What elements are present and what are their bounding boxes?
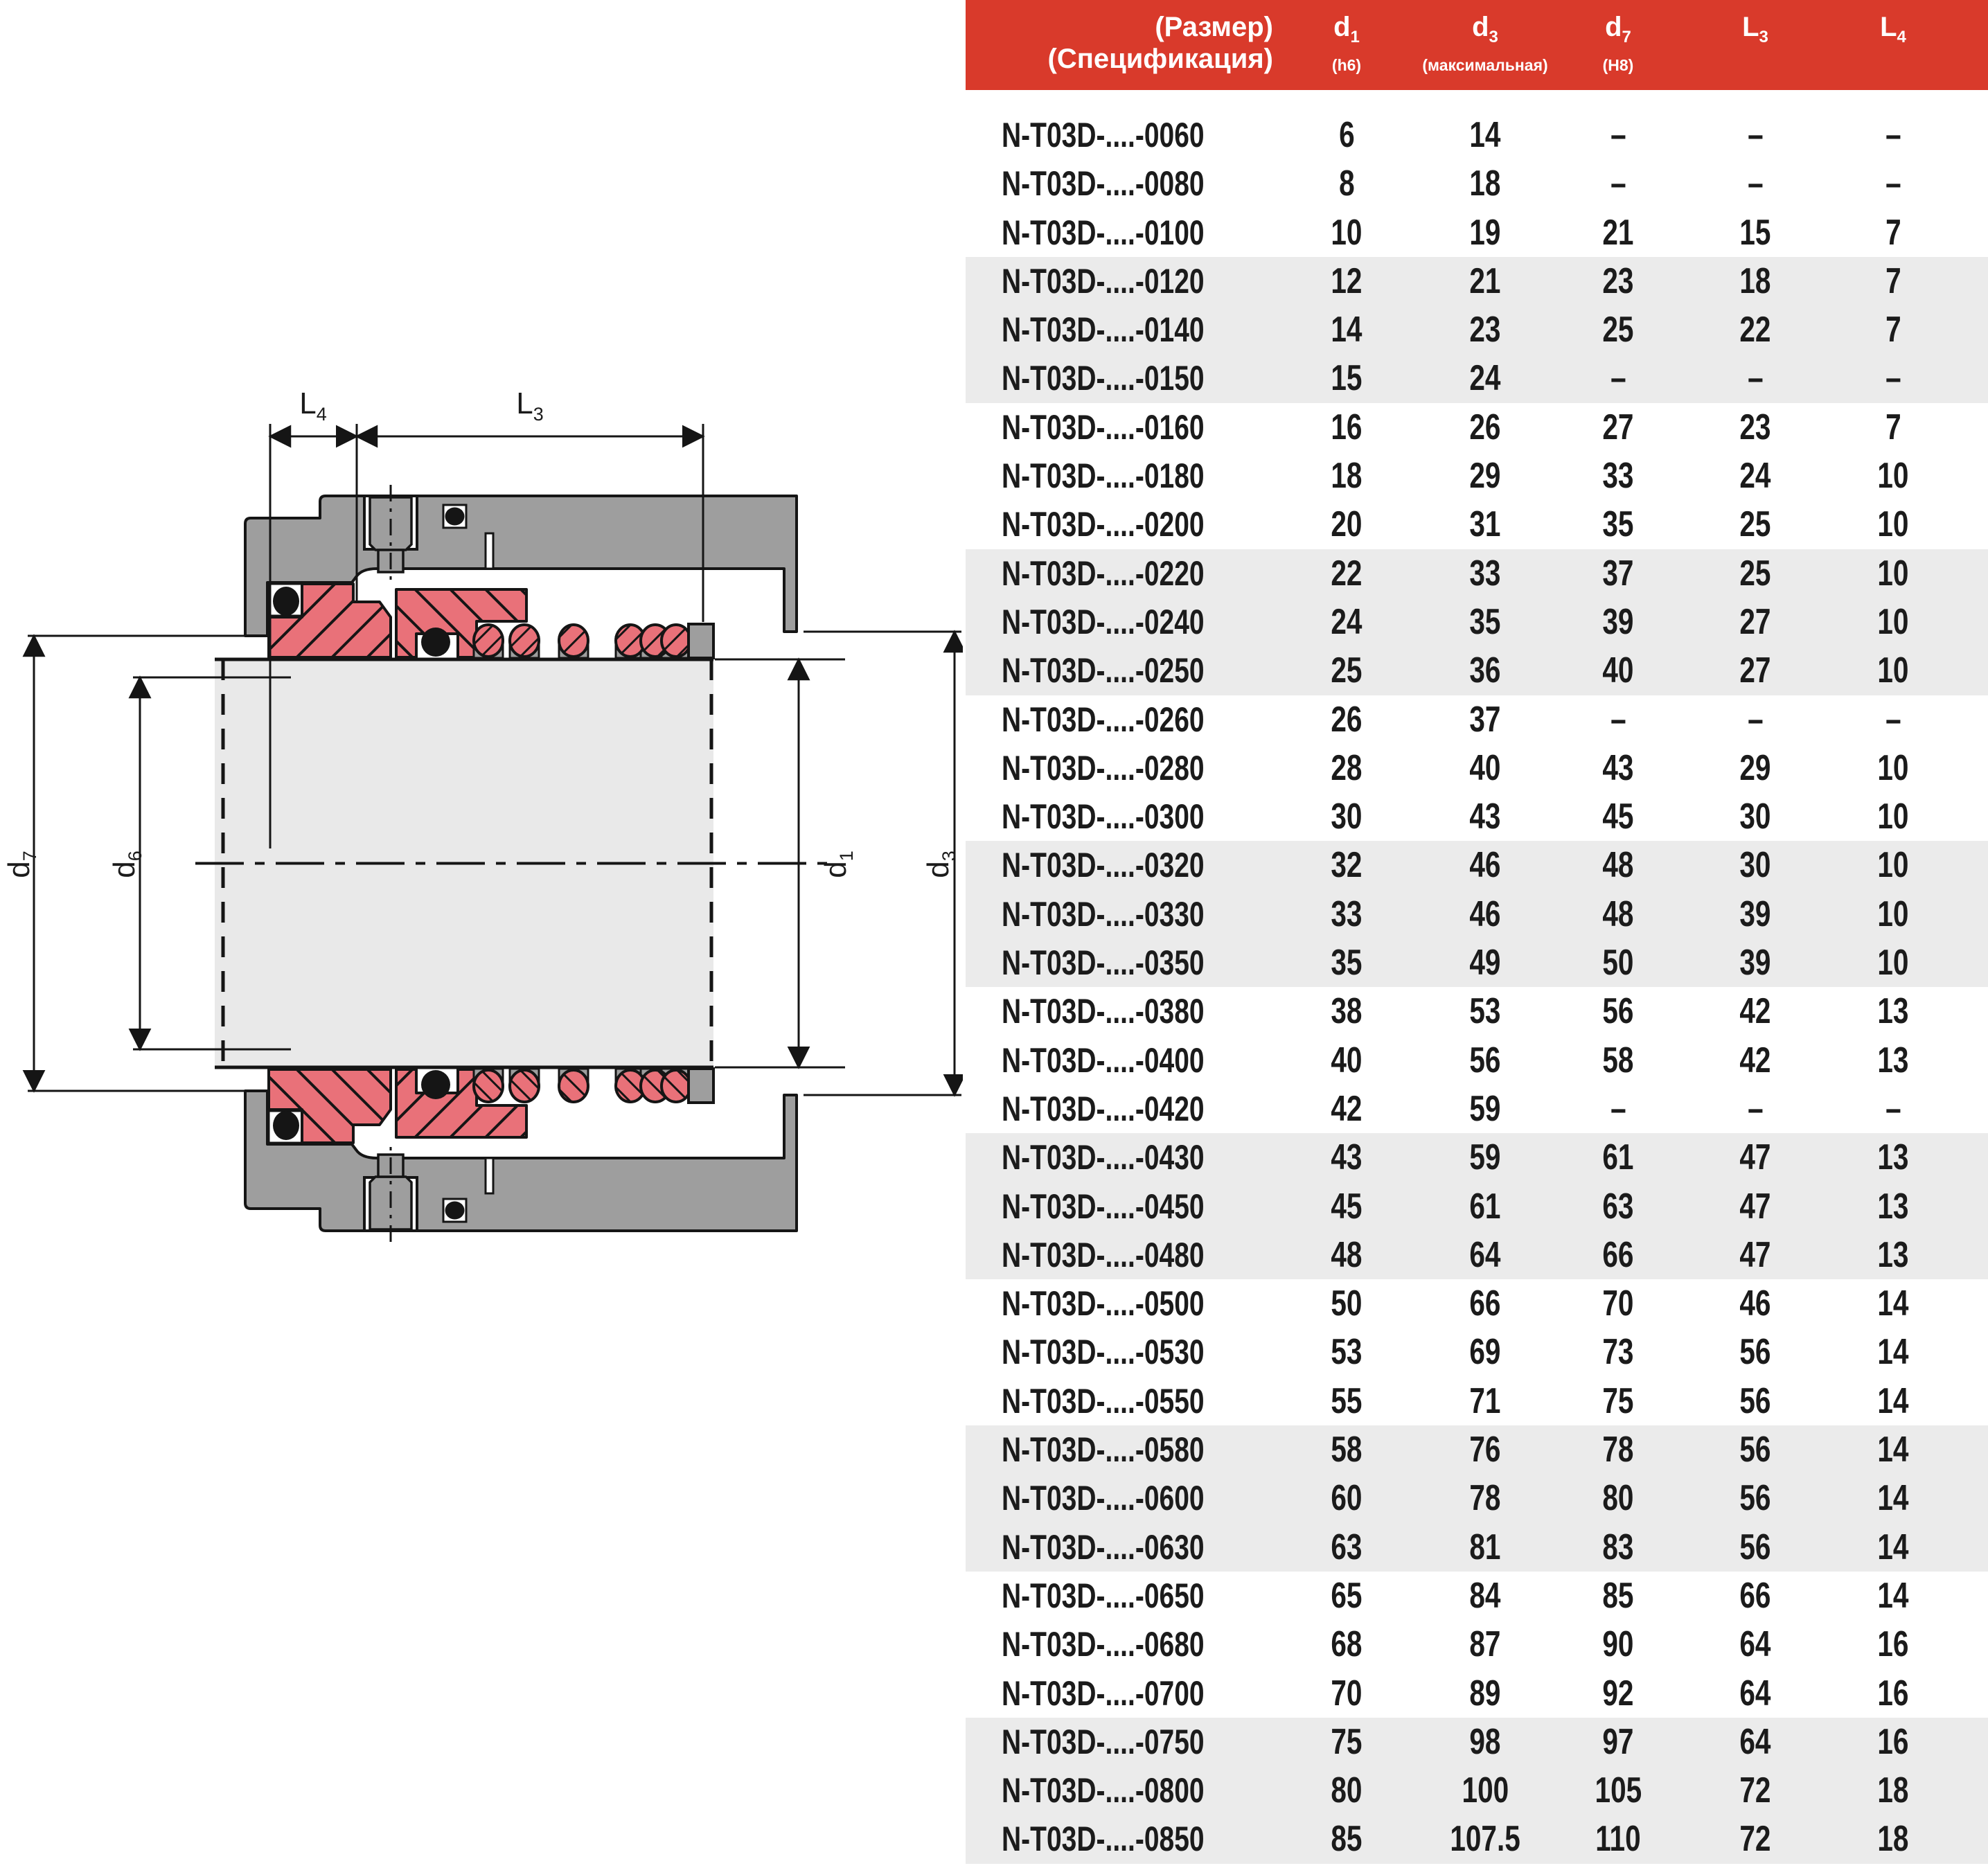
table-row xyxy=(966,305,1988,354)
cell-d7: 48 xyxy=(1602,893,1634,934)
cell-d3: 46 xyxy=(1469,845,1501,886)
cell-l4: 10 xyxy=(1877,601,1909,642)
cell-size: N-T03D-....-0140 xyxy=(1002,310,1205,350)
table-row xyxy=(966,452,1988,500)
cell-d1: 68 xyxy=(1331,1624,1363,1665)
cell-d1: 24 xyxy=(1331,601,1363,642)
table-row xyxy=(966,549,1988,598)
cell-l4: 13 xyxy=(1877,1186,1909,1227)
cell-l3: 56 xyxy=(1739,1332,1771,1373)
cell-l4: – xyxy=(1885,163,1901,204)
cell-size: N-T03D-....-0300 xyxy=(1002,797,1205,837)
table-row xyxy=(966,987,1988,1035)
cell-l4: 13 xyxy=(1877,991,1909,1032)
seal-head xyxy=(396,589,526,657)
cell-l3: – xyxy=(1747,163,1764,204)
cell-l3: 42 xyxy=(1739,1040,1771,1080)
cell-d1: 15 xyxy=(1331,358,1363,399)
cell-d1: 38 xyxy=(1331,991,1363,1032)
cell-d7: 21 xyxy=(1602,212,1634,253)
seal-cross-section-drawing xyxy=(0,346,963,1261)
table-row xyxy=(966,500,1988,549)
cell-size: N-T03D-....-0400 xyxy=(1002,1040,1205,1080)
cell-size: N-T03D-....-0120 xyxy=(1002,261,1205,301)
square-o-ring xyxy=(443,505,466,528)
table-row xyxy=(966,1377,1988,1425)
table-row xyxy=(966,257,1988,305)
cell-d7: 43 xyxy=(1602,747,1634,788)
cell-l3: – xyxy=(1747,115,1764,155)
table-row xyxy=(966,744,1988,792)
cell-d1: 42 xyxy=(1331,1088,1363,1129)
cell-d3: 81 xyxy=(1469,1527,1501,1567)
cell-size: N-T03D-....-0480 xyxy=(1002,1235,1205,1274)
cell-d1: 25 xyxy=(1331,650,1363,691)
cell-l3: 27 xyxy=(1739,601,1771,642)
cell-d3: 35 xyxy=(1469,601,1501,642)
cell-l4: 14 xyxy=(1877,1283,1909,1324)
cell-l3: – xyxy=(1747,358,1764,399)
cell-size: N-T03D-....-0680 xyxy=(1002,1625,1205,1664)
cell-d3: 76 xyxy=(1469,1430,1501,1470)
cell-size: N-T03D-....-0650 xyxy=(1002,1576,1205,1615)
cell-size: N-T03D-....-0150 xyxy=(1002,359,1205,398)
cell-l4: 10 xyxy=(1877,456,1909,497)
cell-d7: 25 xyxy=(1602,310,1634,350)
cell-d3: 78 xyxy=(1469,1478,1501,1519)
cell-d3: 69 xyxy=(1469,1332,1501,1373)
cell-size: N-T03D-....-0240 xyxy=(1002,602,1205,641)
dim-label-d7: $d_7$ xyxy=(2,851,40,878)
cell-d3: 43 xyxy=(1469,797,1501,837)
cell-d1: 28 xyxy=(1331,747,1363,788)
cell-l4: 14 xyxy=(1877,1430,1909,1470)
cell-d1: 26 xyxy=(1331,699,1363,740)
cell-d7: 85 xyxy=(1602,1575,1634,1616)
cell-l4: 7 xyxy=(1885,260,1901,301)
cell-size: N-T03D-....-0850 xyxy=(1002,1820,1205,1859)
header-d1: $d_1$ (h6) xyxy=(1331,12,1362,74)
table-header xyxy=(966,0,1988,90)
cell-l3: 56 xyxy=(1739,1430,1771,1470)
cell-l4: 10 xyxy=(1877,747,1909,788)
cell-size: N-T03D-....-0330 xyxy=(1002,894,1205,934)
cell-d1: 65 xyxy=(1331,1575,1363,1616)
cell-l3: 18 xyxy=(1739,260,1771,301)
cell-d1: 8 xyxy=(1338,163,1355,204)
cell-l4: 10 xyxy=(1877,845,1909,886)
cell-d1: 40 xyxy=(1331,1040,1363,1080)
table-row xyxy=(966,1669,1988,1718)
cell-d7: 45 xyxy=(1602,797,1634,837)
cell-l4: 7 xyxy=(1885,212,1901,253)
cell-l3: – xyxy=(1747,1088,1764,1129)
cell-d3: 100 xyxy=(1462,1770,1509,1811)
cell-l4: – xyxy=(1885,1088,1901,1129)
cell-d3: 24 xyxy=(1469,358,1501,399)
cell-d1: 6 xyxy=(1338,115,1355,155)
springs xyxy=(474,624,713,658)
cell-l3: 56 xyxy=(1739,1380,1771,1421)
cell-size: N-T03D-....-0100 xyxy=(1002,213,1205,252)
cell-l3: – xyxy=(1747,699,1764,740)
cell-d7: – xyxy=(1610,358,1626,399)
table-row xyxy=(966,841,1988,889)
cell-d3: 33 xyxy=(1469,553,1501,594)
cell-d1: 50 xyxy=(1331,1283,1363,1324)
cell-d7: 92 xyxy=(1602,1673,1634,1714)
table-row xyxy=(966,1036,1988,1085)
cell-d1: 32 xyxy=(1331,845,1363,886)
cell-size: N-T03D-....-0200 xyxy=(1002,505,1205,544)
cell-d7: 97 xyxy=(1602,1721,1634,1762)
table-body xyxy=(966,111,1988,1864)
cell-l4: 14 xyxy=(1877,1575,1909,1616)
seat-ring xyxy=(269,584,391,657)
table-row xyxy=(966,1133,1988,1182)
table-row xyxy=(966,1474,1988,1522)
cell-d3: 37 xyxy=(1469,699,1501,740)
cell-size: N-T03D-....-0220 xyxy=(1002,553,1205,593)
table-row xyxy=(966,1523,1988,1572)
cell-d7: – xyxy=(1610,163,1626,204)
cell-d3: 40 xyxy=(1469,747,1501,788)
header-size: (Размер) (Спецификация) xyxy=(1047,12,1273,74)
cell-l4: 7 xyxy=(1885,407,1901,447)
cell-l3: 15 xyxy=(1739,212,1771,253)
cell-d1: 60 xyxy=(1331,1478,1363,1519)
cell-size: N-T03D-....-0350 xyxy=(1002,943,1205,983)
cell-d7: 105 xyxy=(1595,1770,1642,1811)
cell-size: N-T03D-....-0600 xyxy=(1002,1479,1205,1518)
cell-d7: 48 xyxy=(1602,845,1634,886)
header-d7: $d_7$ (H8) xyxy=(1602,12,1634,74)
cell-l3: 25 xyxy=(1739,504,1771,545)
cell-size: N-T03D-....-0630 xyxy=(1002,1527,1205,1567)
cell-d1: 22 xyxy=(1331,553,1363,594)
cell-l4: 14 xyxy=(1877,1478,1909,1519)
cell-size: N-T03D-....-0160 xyxy=(1002,407,1205,447)
cell-d1: 55 xyxy=(1331,1380,1363,1421)
cell-size: N-T03D-....-0430 xyxy=(1002,1138,1205,1177)
table-row xyxy=(966,1328,1988,1376)
cell-d1: 53 xyxy=(1331,1332,1363,1373)
dim-label-l3: $L_3$ xyxy=(516,386,544,425)
spec-table xyxy=(966,0,1988,1864)
table-row xyxy=(966,1815,1988,1863)
cell-d7: 110 xyxy=(1595,1819,1641,1860)
cell-d1: 85 xyxy=(1331,1819,1363,1860)
table-row xyxy=(966,354,1988,402)
table-row xyxy=(966,111,1988,159)
cell-d3: 31 xyxy=(1469,504,1501,545)
cell-d7: 37 xyxy=(1602,553,1634,594)
cell-l4: 10 xyxy=(1877,797,1909,837)
cell-d3: 66 xyxy=(1469,1283,1501,1324)
cell-d3: 56 xyxy=(1469,1040,1501,1080)
cell-l4: 13 xyxy=(1877,1234,1909,1275)
cell-d7: 50 xyxy=(1602,943,1634,984)
cell-d7: 75 xyxy=(1602,1380,1634,1421)
cell-d3: 19 xyxy=(1469,212,1501,253)
cell-l3: 23 xyxy=(1739,407,1771,447)
cell-d7: 70 xyxy=(1602,1283,1634,1324)
cell-l4: – xyxy=(1885,358,1901,399)
cell-l3: 47 xyxy=(1739,1186,1771,1227)
cell-size: N-T03D-....-0280 xyxy=(1002,748,1205,788)
table-row xyxy=(966,939,1988,987)
cell-l3: 64 xyxy=(1739,1624,1771,1665)
cell-l3: 30 xyxy=(1739,845,1771,886)
cell-d3: 84 xyxy=(1469,1575,1501,1616)
table-row xyxy=(966,646,1988,695)
dim-label-d1: $d_1$ xyxy=(819,851,857,878)
cell-l3: 22 xyxy=(1739,310,1771,350)
cell-size: N-T03D-....-0380 xyxy=(1002,992,1205,1031)
cell-d3: 26 xyxy=(1469,407,1501,447)
cell-d1: 30 xyxy=(1331,797,1363,837)
cell-d7: 23 xyxy=(1602,260,1634,301)
cell-d1: 33 xyxy=(1331,893,1363,934)
cell-size: N-T03D-....-0450 xyxy=(1002,1186,1205,1226)
cell-l4: 14 xyxy=(1877,1380,1909,1421)
cell-l4: 16 xyxy=(1877,1673,1909,1714)
table-row xyxy=(966,1572,1988,1620)
header-d3: $d_3$ (максимальная) xyxy=(1422,12,1548,74)
cell-d3: 89 xyxy=(1469,1673,1501,1714)
cell-d3: 87 xyxy=(1469,1624,1501,1665)
table-row xyxy=(966,1620,1988,1669)
cell-l3: 56 xyxy=(1739,1478,1771,1519)
cell-size: N-T03D-....-0080 xyxy=(1002,164,1205,204)
cell-d1: 43 xyxy=(1331,1137,1363,1178)
cell-l3: 24 xyxy=(1739,456,1771,497)
dim-label-l4: $L_4$ xyxy=(299,386,327,425)
cell-l4: 18 xyxy=(1877,1819,1909,1860)
cell-d3: 18 xyxy=(1469,163,1501,204)
cell-l4: 13 xyxy=(1877,1137,1909,1178)
cell-l3: 39 xyxy=(1739,893,1771,934)
cell-d3: 98 xyxy=(1469,1721,1501,1762)
cell-d3: 21 xyxy=(1469,260,1501,301)
cell-l3: 72 xyxy=(1739,1819,1771,1860)
header-l3: $L_3$ xyxy=(1742,12,1768,46)
cell-l3: 42 xyxy=(1739,991,1771,1032)
cell-d7: – xyxy=(1610,115,1626,155)
cell-size: N-T03D-....-0420 xyxy=(1002,1089,1205,1128)
cell-d7: – xyxy=(1610,1088,1626,1129)
dim-label-d6: $d_6$ xyxy=(107,851,145,878)
cell-l4: 7 xyxy=(1885,310,1901,350)
cell-size: N-T03D-....-0700 xyxy=(1002,1673,1205,1713)
cell-d7: 78 xyxy=(1602,1430,1634,1470)
cell-d1: 16 xyxy=(1331,407,1363,447)
o-ring xyxy=(421,628,450,657)
header-l4: $L_4$ xyxy=(1880,12,1906,46)
cell-l3: 66 xyxy=(1739,1575,1771,1616)
cell-d7: 39 xyxy=(1602,601,1634,642)
o-ring xyxy=(273,587,299,616)
cell-d7: 63 xyxy=(1602,1186,1634,1227)
cell-l4: 14 xyxy=(1877,1527,1909,1567)
cell-size: N-T03D-....-0060 xyxy=(1002,116,1205,154)
cell-d1: 45 xyxy=(1331,1186,1363,1227)
table-row xyxy=(966,159,1988,208)
table-row xyxy=(966,1085,1988,1133)
table-row xyxy=(966,1766,1988,1815)
table-row xyxy=(966,1231,1988,1279)
cell-d1: 12 xyxy=(1331,260,1363,301)
cell-l3: 39 xyxy=(1739,943,1771,984)
cell-l4: – xyxy=(1885,699,1901,740)
cell-d1: 18 xyxy=(1331,456,1363,497)
cell-l3: 64 xyxy=(1739,1673,1771,1714)
cell-d3: 61 xyxy=(1469,1186,1501,1227)
table-row xyxy=(966,208,1988,257)
cell-d7: 35 xyxy=(1602,504,1634,545)
cell-d7: 27 xyxy=(1602,407,1634,447)
cell-d3: 59 xyxy=(1469,1137,1501,1178)
cell-d1: 35 xyxy=(1331,943,1363,984)
cell-d7: 58 xyxy=(1602,1040,1634,1080)
cell-l3: 72 xyxy=(1739,1770,1771,1811)
cell-d1: 20 xyxy=(1331,504,1363,545)
cell-d3: 36 xyxy=(1469,650,1501,691)
cell-l4: 16 xyxy=(1877,1721,1909,1762)
cell-l3: 46 xyxy=(1739,1283,1771,1324)
cell-d7: 33 xyxy=(1602,456,1634,497)
cell-d7: 90 xyxy=(1602,1624,1634,1665)
cell-d7: 83 xyxy=(1602,1527,1634,1567)
cell-d3: 107.5 xyxy=(1450,1819,1520,1860)
cell-l4: 10 xyxy=(1877,504,1909,545)
cell-d7: 66 xyxy=(1602,1234,1634,1275)
cell-d3: 23 xyxy=(1469,310,1501,350)
cell-d1: 80 xyxy=(1331,1770,1363,1811)
cell-size: N-T03D-....-0180 xyxy=(1002,456,1205,496)
cell-size: N-T03D-....-0550 xyxy=(1002,1381,1205,1421)
cell-d3: 49 xyxy=(1469,943,1501,984)
cell-size: N-T03D-....-0530 xyxy=(1002,1333,1205,1372)
cell-l3: 27 xyxy=(1739,650,1771,691)
cell-l4: 14 xyxy=(1877,1332,1909,1373)
cell-l4: 10 xyxy=(1877,553,1909,594)
cell-d3: 71 xyxy=(1469,1380,1501,1421)
cell-d1: 75 xyxy=(1331,1721,1363,1762)
spring-retainer xyxy=(689,624,713,658)
table-row xyxy=(966,1279,1988,1328)
cell-d3: 29 xyxy=(1469,456,1501,497)
cell-l4: 18 xyxy=(1877,1770,1909,1811)
cell-l3: 30 xyxy=(1739,797,1771,837)
cell-d1: 14 xyxy=(1331,310,1363,350)
cell-d3: 14 xyxy=(1469,115,1501,155)
cell-l3: 47 xyxy=(1739,1234,1771,1275)
cell-size: N-T03D-....-0500 xyxy=(1002,1284,1205,1324)
cell-size: N-T03D-....-0800 xyxy=(1002,1771,1205,1811)
table-row xyxy=(966,1718,1988,1766)
cell-l3: 47 xyxy=(1739,1137,1771,1178)
cell-l4: 10 xyxy=(1877,943,1909,984)
cell-size: N-T03D-....-0750 xyxy=(1002,1722,1205,1761)
table-row xyxy=(966,695,1988,744)
cell-l4: 10 xyxy=(1877,650,1909,691)
table-row xyxy=(966,890,1988,939)
cell-l4: 16 xyxy=(1877,1624,1909,1665)
table-row xyxy=(966,403,1988,452)
cell-size: N-T03D-....-0250 xyxy=(1002,651,1205,691)
dim-label-d3: $d_3$ xyxy=(921,851,959,878)
cell-l4: – xyxy=(1885,115,1901,155)
cell-l3: 64 xyxy=(1739,1721,1771,1762)
cell-d3: 59 xyxy=(1469,1088,1501,1129)
cell-size: N-T03D-....-0260 xyxy=(1002,700,1205,739)
cell-size: N-T03D-....-0580 xyxy=(1002,1430,1205,1470)
cell-size: N-T03D-....-0320 xyxy=(1002,846,1205,885)
cell-d3: 46 xyxy=(1469,893,1501,934)
cell-d1: 48 xyxy=(1331,1234,1363,1275)
cell-d1: 58 xyxy=(1331,1430,1363,1470)
cell-d3: 64 xyxy=(1469,1234,1501,1275)
cell-l4: 13 xyxy=(1877,1040,1909,1080)
cell-d1: 70 xyxy=(1331,1673,1363,1714)
cell-d7: 40 xyxy=(1602,650,1634,691)
table-row xyxy=(966,792,1988,841)
cell-d1: 10 xyxy=(1331,212,1363,253)
cell-l3: 29 xyxy=(1739,747,1771,788)
cell-d7: 61 xyxy=(1602,1137,1634,1178)
cell-d7: 80 xyxy=(1602,1478,1634,1519)
table-row xyxy=(966,1182,1988,1231)
cell-d3: 53 xyxy=(1469,991,1501,1032)
cell-d1: 63 xyxy=(1331,1527,1363,1567)
cell-d7: – xyxy=(1610,699,1626,740)
cell-l4: 10 xyxy=(1877,893,1909,934)
cell-l3: 56 xyxy=(1739,1527,1771,1567)
table-row xyxy=(966,598,1988,646)
cell-d7: 73 xyxy=(1602,1332,1634,1373)
cell-l3: 25 xyxy=(1739,553,1771,594)
cell-d7: 56 xyxy=(1602,991,1634,1032)
table-row xyxy=(966,1425,1988,1474)
